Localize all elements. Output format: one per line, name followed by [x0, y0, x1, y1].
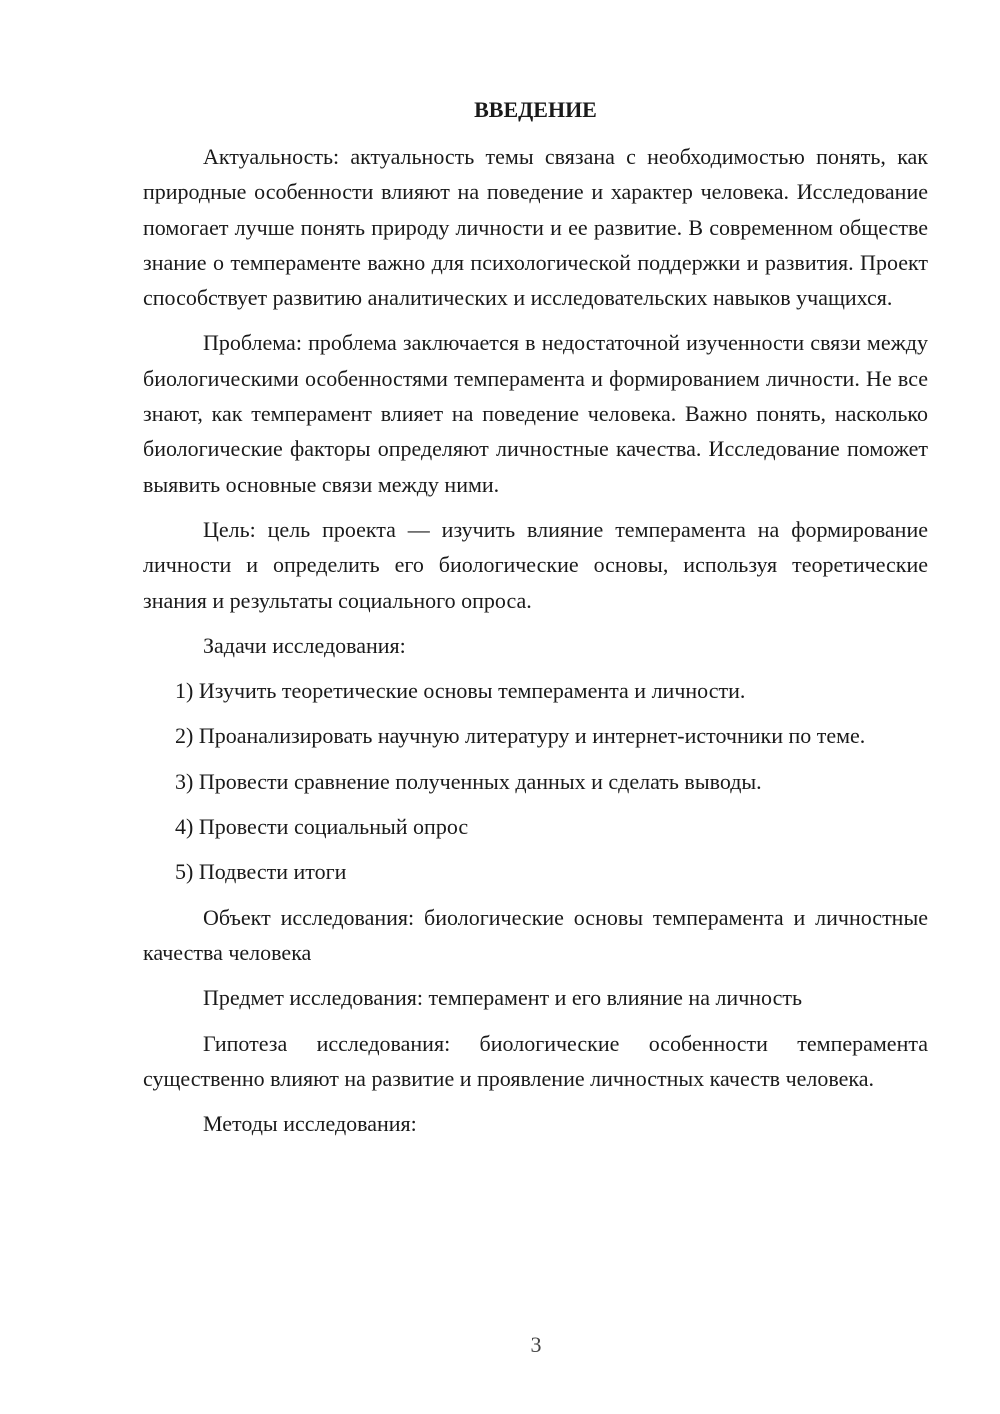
section-title: ВВЕДЕНИЕ [474, 97, 597, 122]
problem-paragraph: Проблема: проблема заключается в недостаточной изученности связи между биологическими особенностями темперамента и формированием личности. Не все знают, как темперамент влияет на поведение человека. Важно понять, насколько биологические факторы определяют личностные качества. Исследование поможет выявить основные связи между ними. [143, 330, 928, 497]
goal-paragraph: Цель: цель проекта — изучить влияние темперамента на формирование личности и определить его биологические основы, используя теоретические знания и результаты социального опроса. [143, 516, 928, 613]
subject-paragraph: Предмет исследования: темперамент и его влияние на личность [203, 985, 803, 1011]
task-item-5: 5) Подвести итоги [175, 859, 347, 885]
relevance-paragraph: Актуальность: актуальность темы связана с необходимостью понять, как природные особенности влияют на поведение и характер человека. Исследование помогает лучше понять природу личности и ее развитие. В современном обществе знание о темпераменте важно для психологической поддержки и развития. Проект способствует развитию аналитических и исследовательских навыков учащихся. [143, 144, 928, 311]
task-item-4: 4) Провести социальный опрос [175, 814, 469, 840]
task-item-1: 1) Изучить теоретические основы темперамента и личности. [175, 678, 746, 704]
document-page [143, 92, 928, 1151]
tasks-heading: Задачи исследования: [203, 632, 406, 658]
task-item-3: 3) Провести сравнение полученных данных и сделать выводы. [175, 768, 762, 794]
page-number: 3 [530, 1332, 542, 1357]
methods-heading: Методы исследования: [203, 1111, 417, 1137]
task-item-2: 2) Проанализировать научную литературу и интернет-источники по теме. [175, 723, 866, 749]
object-paragraph: Объект исследования: биологические основы темперамента и личностные качества человека [143, 904, 928, 965]
hypothesis-paragraph: Гипотеза исследования: биологические особенности темперамента существенно влияют на развитие и проявление личностных качеств человека. [143, 1030, 928, 1091]
